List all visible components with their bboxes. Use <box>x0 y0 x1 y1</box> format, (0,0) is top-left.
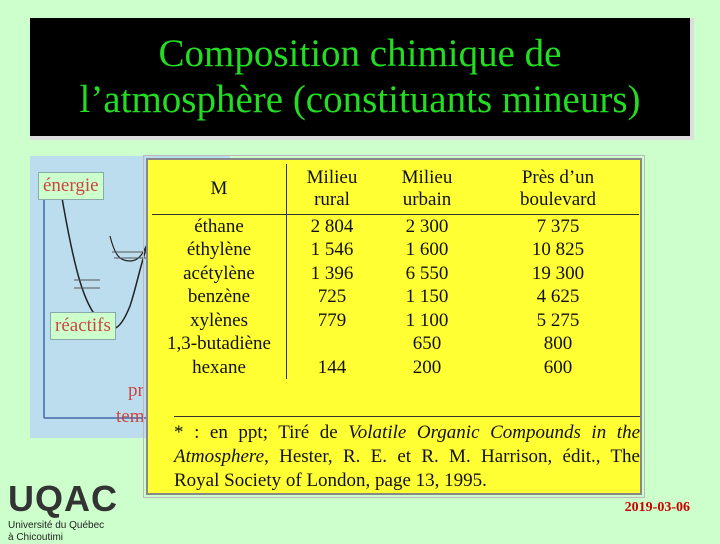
cell-urban: 2 300 <box>405 215 449 237</box>
time-label-partial: tem <box>116 406 145 427</box>
header-boulevard <box>477 164 639 214</box>
cell-compound: 1,3-butadiène <box>152 332 287 356</box>
cell-boulevard: 600 <box>543 356 573 378</box>
cell-urban: 650 <box>412 333 442 354</box>
cell-urban: 1 150 <box>405 286 449 307</box>
cell-compound: éthylène <box>152 238 287 262</box>
products-label-partial: pr <box>128 380 144 401</box>
table-header-row <box>152 164 639 214</box>
cell-compound: acétylène <box>152 262 287 286</box>
header-boulevard-line-1: Près d’un <box>521 166 595 188</box>
reactants-label: réactifs <box>50 312 116 340</box>
cell-rural: 1 546 <box>310 239 354 260</box>
header-urban-line-1: Milieu <box>401 166 453 188</box>
logo-line-1: Université du Québec <box>8 520 105 531</box>
cell-rural: 2 804 <box>310 215 354 237</box>
title-banner <box>30 18 694 140</box>
table-row <box>152 214 639 238</box>
header-urban <box>377 164 477 214</box>
table-row <box>152 309 639 333</box>
cell-rural: 144 <box>317 356 347 378</box>
table-row <box>152 356 639 380</box>
table-row <box>152 262 639 286</box>
cell-boulevard: 4 625 <box>536 286 580 307</box>
cell-boulevard: 800 <box>543 333 573 354</box>
cell-compound: benzène <box>152 285 287 309</box>
header-boulevard-line-2: boulevard <box>520 188 596 210</box>
header-rural <box>287 164 378 214</box>
cell-compound: xylènes <box>152 309 287 333</box>
cell-urban: 6 550 <box>405 262 449 284</box>
slide-date: 2019-03-06 <box>624 500 690 515</box>
cell-rural: 779 <box>317 309 347 331</box>
composition-table <box>152 164 639 379</box>
cell-urban: 1 600 <box>405 239 449 260</box>
composition-table-box <box>146 158 642 495</box>
table-row <box>152 285 639 309</box>
logo-wordmark: UQAC <box>8 478 118 519</box>
table-row <box>152 332 639 356</box>
header-rural-line-2: rural <box>314 188 350 210</box>
energy-axis-label: énergie <box>38 172 104 200</box>
cell-boulevard: 5 275 <box>536 309 580 331</box>
header-compound: M <box>152 164 287 214</box>
logo-line-2: à Chicoutimi <box>8 532 64 543</box>
cell-rural <box>287 332 378 356</box>
cell-compound: hexane <box>152 356 287 380</box>
cell-urban: 1 100 <box>405 309 449 331</box>
cell-compound: éthane <box>152 214 287 238</box>
page-title-line-2: l’atmosphère (constituants mineurs) <box>79 78 641 121</box>
table-footnote <box>174 416 640 493</box>
cell-boulevard: 19 300 <box>531 262 585 284</box>
footnote-text-1: * : en ppt; Tiré de <box>174 422 349 443</box>
table-row <box>152 238 639 262</box>
cell-boulevard: 10 825 <box>531 239 585 260</box>
page-title-line-1: Composition chimique de <box>158 32 562 75</box>
uqac-logo <box>8 478 128 543</box>
cell-rural: 1 396 <box>310 262 354 284</box>
footnote-source-title: Volatile Organic Compounds in the Atmosphere <box>174 422 640 467</box>
header-urban-line-2: urbain <box>402 188 452 210</box>
footnote-text-2: , Hester, R. E. et R. M. Harrison, édit., The Royal Society of London, page 13, 1995. <box>174 446 640 491</box>
header-rural-line-1: Milieu <box>306 166 358 188</box>
cell-urban: 200 <box>412 356 442 378</box>
cell-boulevard: 7 375 <box>536 215 580 237</box>
cell-rural: 725 <box>317 286 347 307</box>
